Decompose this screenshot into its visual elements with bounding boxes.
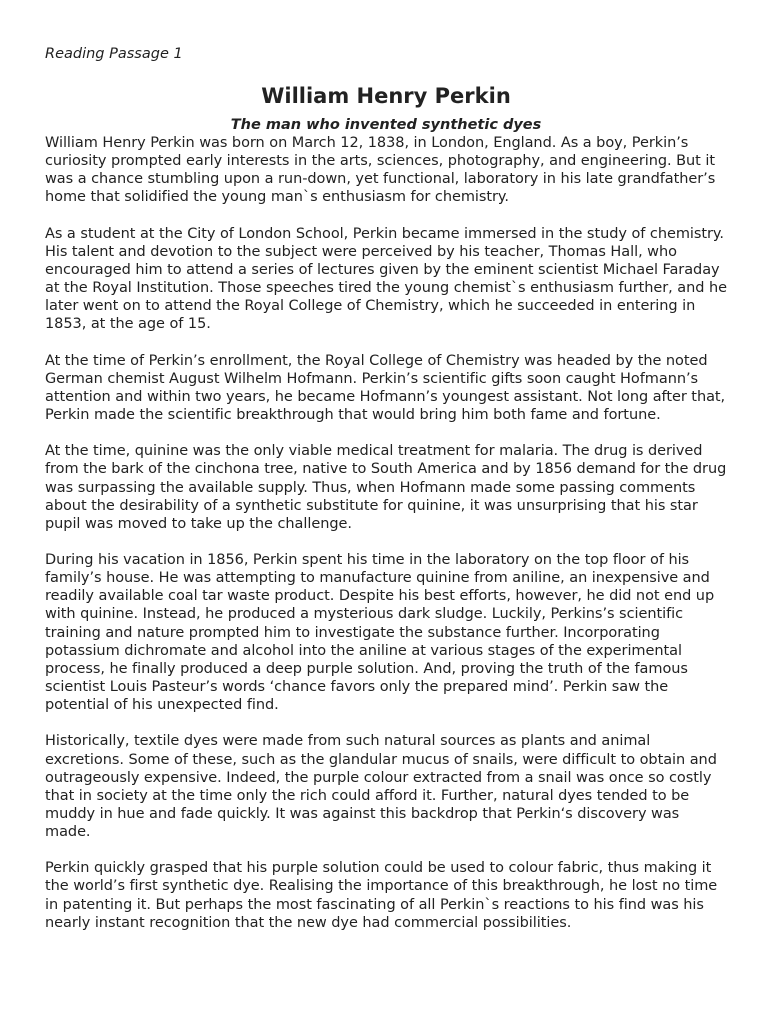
paragraph: At the time of Perkin’s enrollment, the Royal College of Chemistry was headed by the noted German chemist August Wilhelm Hofmann. Perkin’s scientific gifts soon caught Hofmann’s attention and within two years, he became Hofmann’s youngest assistant. Not long after that, Perkin made the scientific breakthrough that would bring him both fame and fortune. bbox=[45, 352, 726, 424]
document-subtitle: The man who invented synthetic dyes bbox=[230, 117, 542, 133]
paragraph: As a student at the City of London School, Perkin became immersed in the study of chemistry. His talent and devotion to the subject were perceived by his teacher, Thomas Hall, who encouraged him to attend a series of lectures given by the eminent scientist Michael Faraday at the Royal Institution. Those speeches tired the young chemist`s enthusiasm further, and he later went on to attend the Royal College of Chemistry, which he succeeded in entering in 1853, at the age of 15. bbox=[45, 225, 727, 333]
document-page bbox=[45, 44, 727, 950]
paragraph: Historically, textile dyes were made from such natural sources as plants and animal excretions. Some of these, such as the glandular mucus of snails, were difficult to obtain and outrageously expensive. Indeed, the purple colour extracted from a snail was once so costly that in society at the time only the rich could afford it. Further, natural dyes tended to be muddy in hue and fade quickly. It was against this backdrop that Perkin‘s discovery was made. bbox=[45, 733, 717, 841]
paragraph: William Henry Perkin was born on March 12, 1838, in London, England. As a boy, Perkin’s curiosity prompted early interests in the arts, sciences, photography, and engineering. But it was a chance stumbling upon a run-down, yet functional, laboratory in his late grandfather’s home that solidified the young man`s enthusiasm for chemistry. bbox=[45, 135, 716, 206]
section-label: Reading Passage 1 bbox=[45, 46, 183, 62]
paragraph: Perkin quickly grasped that his purple solution could be used to colour fabric, thus making it the world’s first synthetic dye. Realising the importance of this breakthrough, he lost no time in patenting it. But perhaps the most fascinating of all Perkin`s reactions to his find was his nearly instant recognition that the new dye had commercial possibilities. bbox=[45, 860, 718, 931]
paragraph: At the time, quinine was the only viable medical treatment for malaria. The drug is derived from the bark of the cinchona tree, native to South America and by 1856 demand for the drug was surpassing the available supply. Thus, when Hofmann made some passing comments about the desirability of a synthetic substitute for quinine, it was unsurprising that his star pupil was moved to take up the challenge. bbox=[45, 443, 727, 532]
passage-body bbox=[45, 134, 727, 932]
document-title: William Henry Perkin bbox=[261, 84, 511, 108]
paragraph: During his vacation in 1856, Perkin spent his time in the laboratory on the top floor of his family’s house. He was attempting to manufacture quinine from aniline, an inexpensive and readily available coal tar waste product. Despite his best efforts, however, he did not end up with quinine. Instead, he produced a mysterious dark sludge. Luckily, Perkins’s scientific training and nature prompted him to investigate the substance further. Incorporating potassium dichromate and alcohol into the aniline at various stages of the experimental process, he finally produced a deep purple solution. And, proving the truth of the famous scientist Louis Pasteur’s words ‘chance favors only the prepared mind’. Perkin saw the potential of his unexpected find. bbox=[45, 551, 715, 714]
